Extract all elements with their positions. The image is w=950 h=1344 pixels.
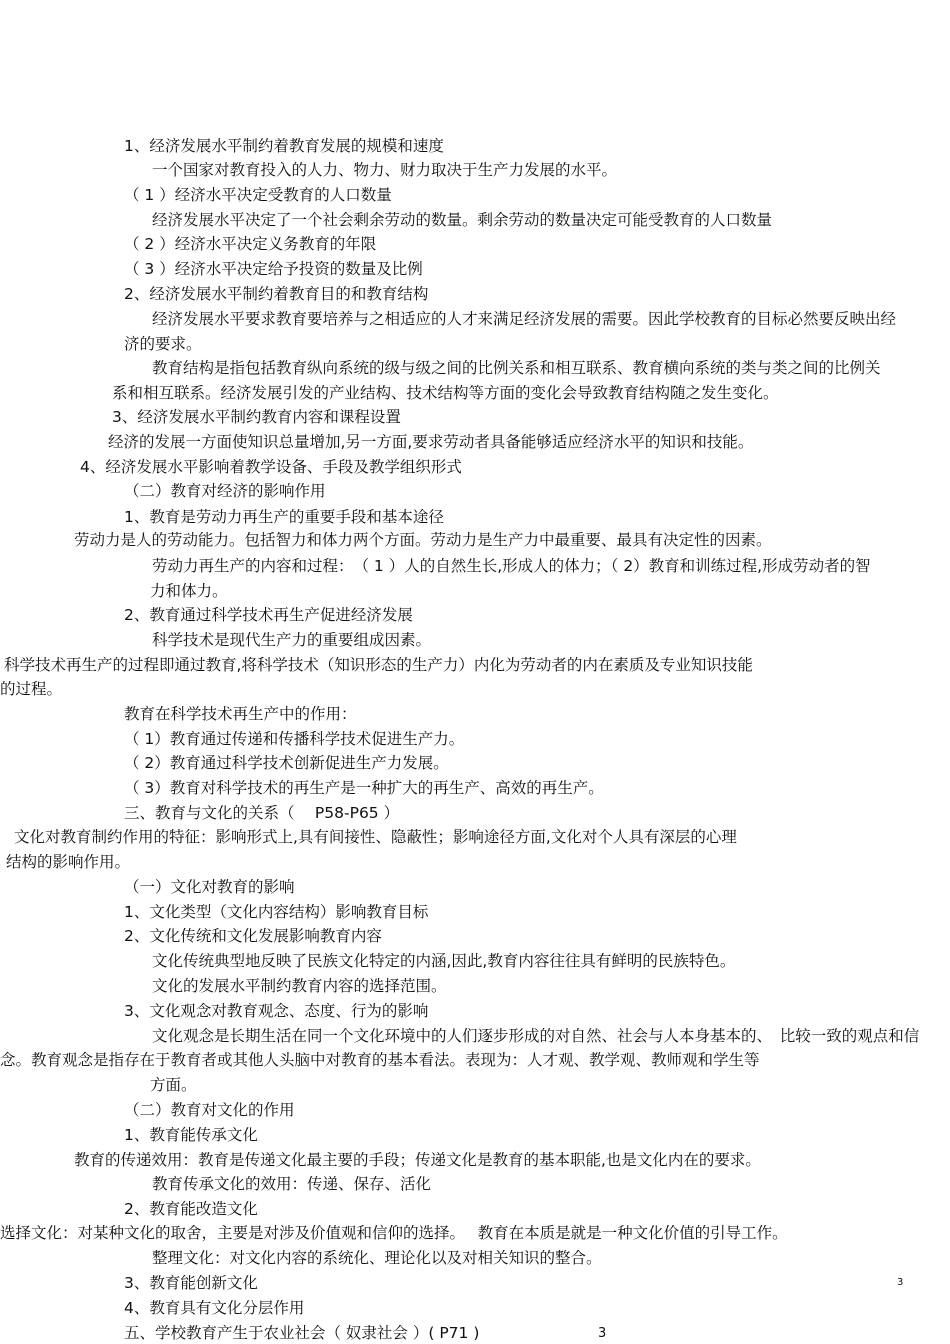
- text-line: 4、教育具有文化分层作用: [124, 1299, 305, 1317]
- text-line: 教育在科学技术再生产中的作用：: [124, 705, 357, 723]
- text-line: 科学技术再生产的过程即通过教育,将科学技术（知识形态的生产力）内化为劳动者的内在素质及专业知识技能: [4, 656, 753, 674]
- text-line: （二）教育对经济的影响作用: [124, 482, 326, 500]
- text-line: 1、教育能传承文化: [124, 1126, 258, 1144]
- text-line: 系和相互联系。经济发展引发的产业结构、技术结构等方面的变化会导致教育结构随之发生变化。: [112, 384, 779, 402]
- text-line: 念。教育观念是指存在于教育者或其他人头脑中对教育的基本看法。表现为：人才观、教学观、教师观和学生等: [0, 1051, 760, 1069]
- text-line: 经济的发展一方面使知识总量增加,另一方面,要求劳动者具备能够适应经济水平的知识和技能。: [108, 433, 754, 451]
- text-line: 方面。: [150, 1076, 197, 1094]
- text-line: （ 1 ）经济水平决定受教育的人口数量: [124, 186, 392, 204]
- text-line: 文化传统典型地反映了民族文化特定的内涵,因此,教育内容往往具有鲜明的民族特色。: [152, 952, 736, 970]
- text-line: （ 2 ）经济水平决定义务教育的年限: [124, 235, 377, 253]
- text-line: 2、教育通过科学技术再生产促进经济发展: [124, 606, 413, 624]
- text-line: 3、文化观念对教育观念、态度、行为的影响: [124, 1002, 429, 1020]
- text-line: 科学技术是现代生产力的重要组成因素。: [152, 631, 432, 649]
- text-line: 2、教育能改造文化: [124, 1200, 258, 1218]
- text-line: 济的要求。: [124, 335, 202, 353]
- text-line: 力和体力。: [150, 582, 228, 600]
- text-line: 五、学校教育产生于农业社会（ 奴隶社会 ）( P71 ): [124, 1324, 480, 1342]
- text-line: 一个国家对教育投入的人力、物力、财力取决于生产力发展的水平。: [152, 161, 618, 179]
- text-line: 教育的传递效用：教育是传递文化最主要的手段；传递文化是教育的基本职能,也是文化内在的要求。: [74, 1151, 761, 1169]
- text-line: 经济发展水平决定了一个社会剩余劳动的数量。剩余劳动的数量决定可能受教育的人口数量: [152, 211, 773, 229]
- text-line: 教育结构是指包括教育纵向系统的级与级之间的比例关系和相互联系、教育横向系统的类与类之间的比例关: [152, 359, 881, 377]
- text-line: 文化对教育制约作用的特征：影响形式上,具有间接性、隐蔽性；影响途径方面,文化对个人具有深层的心理: [14, 828, 737, 846]
- text-line: 1、文化类型（文化内容结构）影响教育目标: [124, 903, 429, 921]
- text-line: 教育传承文化的效用：传递、保存、活化: [152, 1175, 432, 1193]
- text-line: 2、经济发展水平制约着教育目的和教育结构: [124, 285, 429, 303]
- text-line: （ 2）教育通过科学技术创新促进生产力发展。: [124, 754, 449, 772]
- text-line: （ 3 ）经济水平决定给予投资的数量及比例: [124, 260, 423, 278]
- text-line: 1、教育是劳动力再生产的重要手段和基本途径: [124, 508, 444, 526]
- text-line: 4、经济发展水平影响着教学设备、手段及教学组织形式: [80, 458, 462, 476]
- page-number-bottom: 3: [598, 1326, 607, 1341]
- text-line: 劳动力是人的劳动能力。包括智力和体力两个方面。劳动力是生产力中最重要、最具有决定性的因素。: [74, 531, 772, 549]
- text-line: 3、教育能创新文化: [124, 1274, 258, 1292]
- text-line: 三、教育与文化的关系（ P58-P65 ）: [124, 804, 400, 822]
- text-line: （一）文化对教育的影响: [124, 878, 295, 896]
- text-line: 劳动力再生产的内容和过程： （ 1 ）人的自然生长,形成人的体力；（ 2）教育和训练过程,形成劳动者的智: [152, 557, 871, 575]
- text-line: 3、经济发展水平制约教育内容和课程设置: [112, 408, 401, 426]
- text-line: （ 3）教育对科学技术的再生产是一种扩大的再生产、高效的再生产。: [124, 779, 604, 797]
- page-number-right: 3: [897, 1277, 904, 1288]
- text-line: 整理文化：对文化内容的系统化、理论化以及对相关知识的整合。: [152, 1249, 602, 1267]
- text-line: 2、文化传统和文化发展影响教育内容: [124, 927, 382, 945]
- text-line: 文化的发展水平制约教育内容的选择范围。: [152, 977, 447, 995]
- text-line: 的过程。: [0, 680, 63, 698]
- text-line: 经济发展水平要求教育要培养与之相适应的人才来满足经济发展的需要。因此学校教育的目标必然要反映出经: [152, 310, 897, 328]
- text-line: 1、经济发展水平制约着教育发展的规模和速度: [124, 137, 444, 155]
- text-line: 结构的影响作用。: [6, 853, 131, 871]
- text-line: （ 1）教育通过传递和传播科学技术促进生产力。: [124, 730, 465, 748]
- text-line: （二）教育对文化的作用: [124, 1101, 295, 1119]
- text-line: 选择文化：对某种文化的取舍，主要是对涉及价值观和信仰的选择。 教育在本质是就是一种文化价值的引导工作。: [0, 1224, 788, 1242]
- text-line: 文化观念是长期生活在同一个文化环境中的人们逐步形成的对自然、社会与人本身基本的、 比较一致的观点和信: [152, 1027, 920, 1045]
